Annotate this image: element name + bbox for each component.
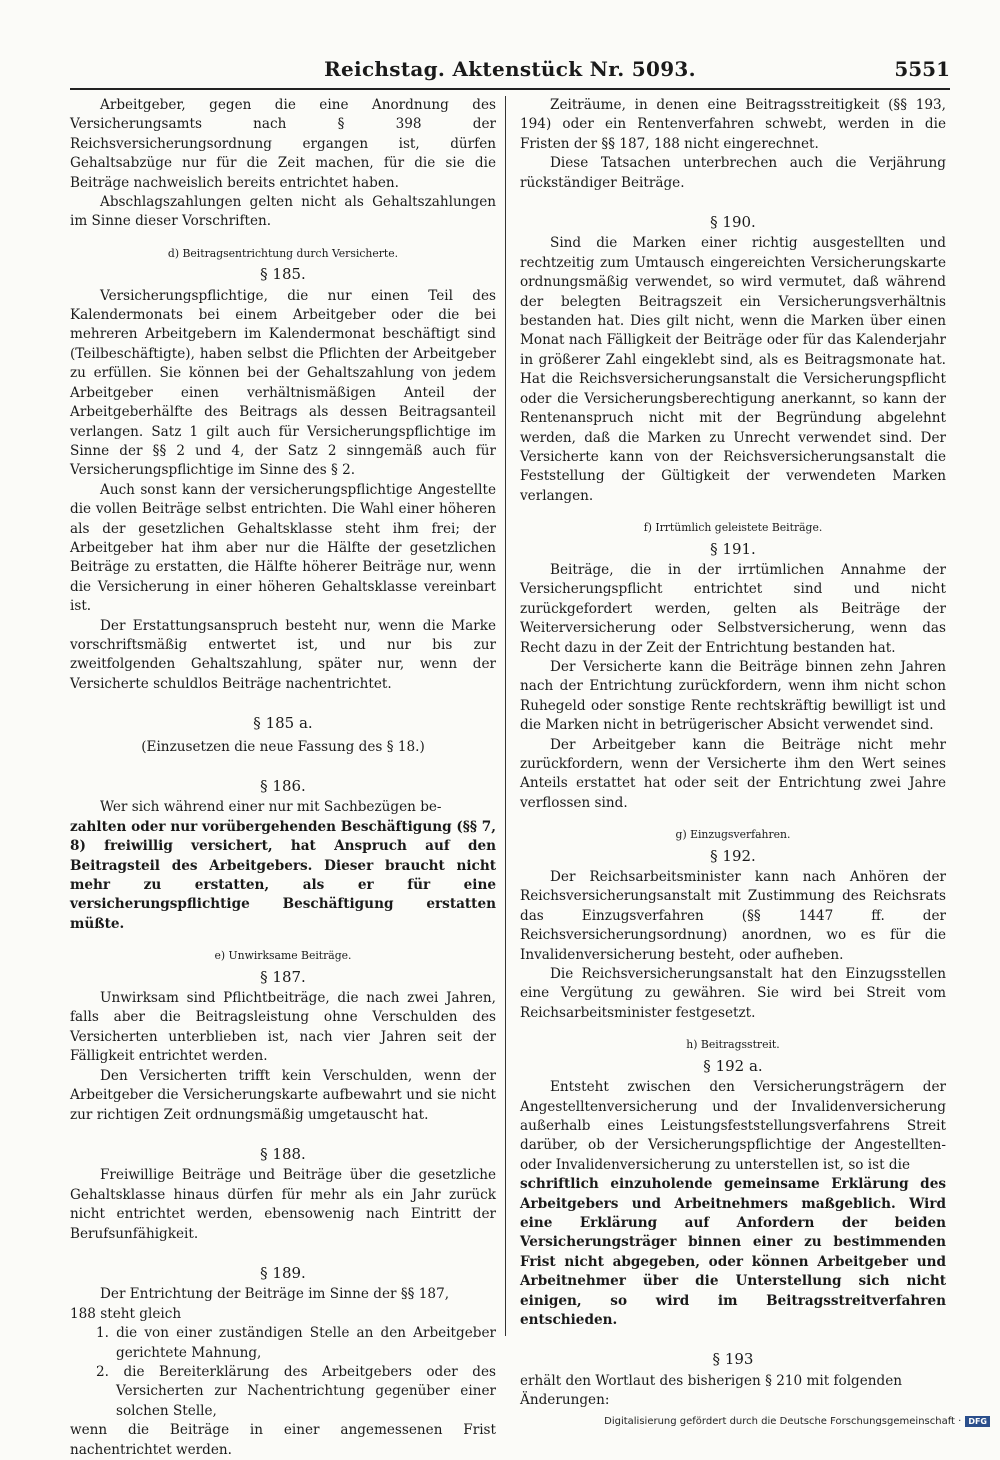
paragraph: Der Arbeitgeber kann die Beiträge nicht mehr zurückfordern, wenn der Versicherte ihm den Wert seines Anteils erstattet hat oder seit der Entrichtung zwei Jahre verflossen sind. <box>520 736 946 811</box>
header-rule <box>70 88 950 90</box>
paragraph: schriftlich einzuholende gemeinsame Erklärung des Arbeitgebers und Arbeitnehmers maßgeblich. Wird eine Erklärung auf Anfordern der beiden Versicherungsträger binnen einer zu bestimmenden Frist nicht abgegeben, oder können Arbeitgeber und Arbeitnehmer über die Unterstellung sich nicht einigen, so wird im Beitragsstreitverfahren entschieden. <box>520 1176 946 1328</box>
left-column <box>70 96 496 1458</box>
section-heading: § 188. <box>260 1144 306 1163</box>
dfg-logo: DFG <box>965 1416 990 1427</box>
paragraph: Der Erstattungsanspruch besteht nur, wenn die Marke vorschriftsmäßig entwertet ist, und nur bis zur zweitfolgenden Gehaltszahlung, später nur, wenn der Versicherte schuldlos Beiträge nachentrichtet. <box>70 617 496 692</box>
paragraph: Arbeitgeber, gegen die eine Anordnung des Versicherungsamts nach § 398 der Reichsversicherungsordnung ergangen ist, dürfen Gehaltsabzüge nur für die Zeit machen, für die sie die Beiträge nachweislich bereits entrichtet haben. <box>70 97 496 191</box>
amendment-note: (Einzusetzen die neue Fassung des § 18.) <box>141 738 425 755</box>
right-column <box>520 96 946 1409</box>
paragraph: Entsteht zwischen den Versicherungsträgern der Angestelltenversicherung und der Invalidenversicherung außerhalb eines Leistungsfeststellungsverfahrens Streit darüber, ob der Versicherungspflichtige der Angestellten- oder Invalidenversicherung zu unterstellen ist, so ist die <box>520 1079 946 1173</box>
paragraph: Abschlagszahlungen gelten nicht als Gehaltszahlungen im Sinne dieser Vorschriften. <box>70 194 496 230</box>
paragraph: Der Versicherte kann die Beiträge binnen zehn Jahren nach der Entrichtung zurückfordern, wenn ihm nicht schon Ruhegeld oder sonstige Rente rechtskräftig bewilligt ist und die Marken nicht in betrügerischer Absicht verwendet sind. <box>520 658 946 734</box>
subsection-heading: f) Irrtümlich geleistete Beiträge. <box>643 521 823 535</box>
paragraph: Zeiträume, in denen eine Beitragsstreitigkeit (§§ 193, 194) oder ein Rentenverfahren schwebt, werden in die Fristen der §§ 187, 188 nicht eingerechnet. <box>520 97 946 152</box>
paragraph: Die Reichsversicherungsanstalt hat den Einzugsstellen eine Vergütung zu gewähren. Sie wird bei Streit vom Reichsarbeitsminister festgesetzt. <box>520 966 946 1021</box>
section-heading: § 186. <box>260 777 306 795</box>
paragraph: Versicherungspflichtige, die nur einen Teil des Kalendermonats bei einem Arbeitgeber oder die bei mehreren Arbeitgebern im Kalendermonat beschäftigt sind (Teilbeschäftigte), haben selbst die Pflichten der Arbeitgeber zu erfüllen. Sie können bei der Gehaltszahlung von jedem Arbeitgeber einen verhältnismäßigen Anteil der Arbeitgeberhälfte des Beitrags als dessen Beitragsanteil verlangen. Satz 1 gilt auch für Versicherungspflichtige im Sinne der §§ 2 und 4, der Satz 2 sinngemäß auch für Versicherungspflichtige im Sinne des § 2. <box>70 287 496 479</box>
paragraph: Der Reichsarbeitsminister kann nach Anhören der Reichsversicherungsanstalt mit Zustimmung des Reichsrats das Einzugsverfahren (§§ 1447 ff. der Reichsversicherungsordnung) anordnen, wo es für die Invalidenversicherung besteht, oder aufheben. <box>520 869 946 963</box>
section-heading: § 190. <box>710 213 756 232</box>
paragraph: Sind die Marken einer richtig ausgestellten und rechtzeitig zum Umtausch eingereichten Versicherungskarte ordnungsmäßig verwendet, so wird vermutet, daß während der belegten Beitragszeit ein Versicherungsverhältnis bestanden hat. Dies gilt nicht, wenn die Marken über einen Monat nach Fälligkeit der Beiträge oder für das Kalenderjahr in größerer Zahl eingeklebt sind, als es Beitragsmonate hat. Hat die Reichsversicherungsanstalt die Versicherungspflicht oder die Versicherungsberechtigung anerkannt, so kann der Rentenanspruch nicht mit der Begründung abgelehnt werden, daß die Marken zu Unrecht verwendet sind. Der Versicherte kann von der Reichsversicherungsanstalt die Feststellung der Gültigkeit der verwendeten Marken verlangen. <box>520 235 946 504</box>
section-heading: § 185 a. <box>253 714 313 733</box>
paragraph: Der Entrichtung der Beiträge im Sinne der §§ 187, <box>100 1286 450 1303</box>
page-number: 5551 <box>894 57 950 81</box>
section-heading: § 193 <box>712 1350 754 1369</box>
page-header <box>70 57 950 83</box>
paragraph: 188 steht gleich <box>70 1305 182 1322</box>
section-heading: § 191. <box>710 539 756 558</box>
section-heading: § 185. <box>260 265 306 284</box>
header-title: Reichstag. Aktenstück Nr. 5093. <box>324 57 696 81</box>
paragraph: Auch sonst kann der versicherungspflichtige Angestellte die vollen Beiträge selbst entrichten. Die Wahl einer höheren als der gesetzlichen Gehaltsklasse steht ihm frei; der Arbeitgeber hat ihm aber nur die Hälfte der gesetzlichen Beiträge zu erstatten, die Hälfte höherer Beiträge nur, wenn die Versicherung in einer höheren Gehaltsklasse vereinbart ist. <box>70 481 496 615</box>
paragraph: Änderungen: <box>520 1392 610 1409</box>
list-item: 1. die von einer zuständigen Stelle an den Arbeitgeber gerichtete Mahnung, <box>96 1325 496 1361</box>
subsection-heading: d) Beitragsentrichtung durch Versicherte. <box>167 246 399 260</box>
paragraph: Den Versicherten trifft kein Verschulden, wenn der Arbeitgeber die Versicherungskarte aufbewahrt und sie nicht zur richtigen Zeit ordnungsmäßig umgetauscht hat. <box>70 1067 496 1123</box>
subsection-heading: h) Beitragsstreit. <box>686 1038 780 1052</box>
subsection-heading: g) Einzugsverfahren. <box>675 828 791 842</box>
paragraph: Beiträge, die in der irrtümlichen Annahme der Versicherungspflicht entrichtet sind und nicht zurückgefordert werden, gelten als Beiträge der Weiterversicherung oder Selbstversicherung, wenn das Recht dazu in der Zeit der Entrichtung bestanden hat. <box>520 561 946 656</box>
paragraph: wenn die Beiträge in einer angemessenen Frist nachentrichtet werden. <box>70 1422 496 1458</box>
list-item: 2. die Bereiterklärung des Arbeitgebers oder des Versicherten zur Nachentrichtung gegenüber einer solchen Stelle, <box>96 1363 496 1419</box>
subsection-heading: e) Unwirksame Beiträge. <box>214 949 352 963</box>
credit-text: Digitalisierung gefördert durch die Deutsche Forschungsgemeinschaft · <box>604 1416 962 1427</box>
section-heading: § 187. <box>260 967 306 986</box>
paragraph: Freiwillige Beiträge und Beiträge über die gesetzliche Gehaltsklasse hinaus dürfen für mehr als ein Jahr zurück nicht entrichtet werden, ebensowenig nach Eintritt der Berufsunfähigkeit. <box>70 1167 496 1242</box>
paragraph: Unwirksam sind Pflichtbeiträge, die nach zwei Jahren, falls aber die Beitragsleistung ohne Verschulden des Versicherten unterblieben ist, nach vier Jahren seit der Fälligkeit entrichtet werden. <box>70 990 496 1065</box>
section-heading: § 192 a. <box>703 1056 763 1075</box>
section-heading: § 192. <box>710 846 756 865</box>
paragraph: zahlten oder nur vorübergehenden Beschäftigung (§§ 7, 8) freiwillig versichert, hat Anspruch auf den Beitragsteil des Arbeitgebers. Dieser braucht nicht mehr zu erstatten, als er für eine versicherungspflichtige Beschäftigung erstatten müßte. <box>70 818 496 932</box>
paragraph: erhält den Wortlaut des bisherigen § 210 mit folgenden <box>520 1372 903 1389</box>
column-divider <box>505 96 506 1336</box>
section-heading: § 189. <box>260 1263 306 1282</box>
paragraph: Wer sich während einer nur mit Sachbezügen be- <box>100 799 442 816</box>
paragraph: Diese Tatsachen unterbrechen auch die Verjährung rückständiger Beiträge. <box>520 155 946 191</box>
digitization-credit <box>604 1416 990 1427</box>
